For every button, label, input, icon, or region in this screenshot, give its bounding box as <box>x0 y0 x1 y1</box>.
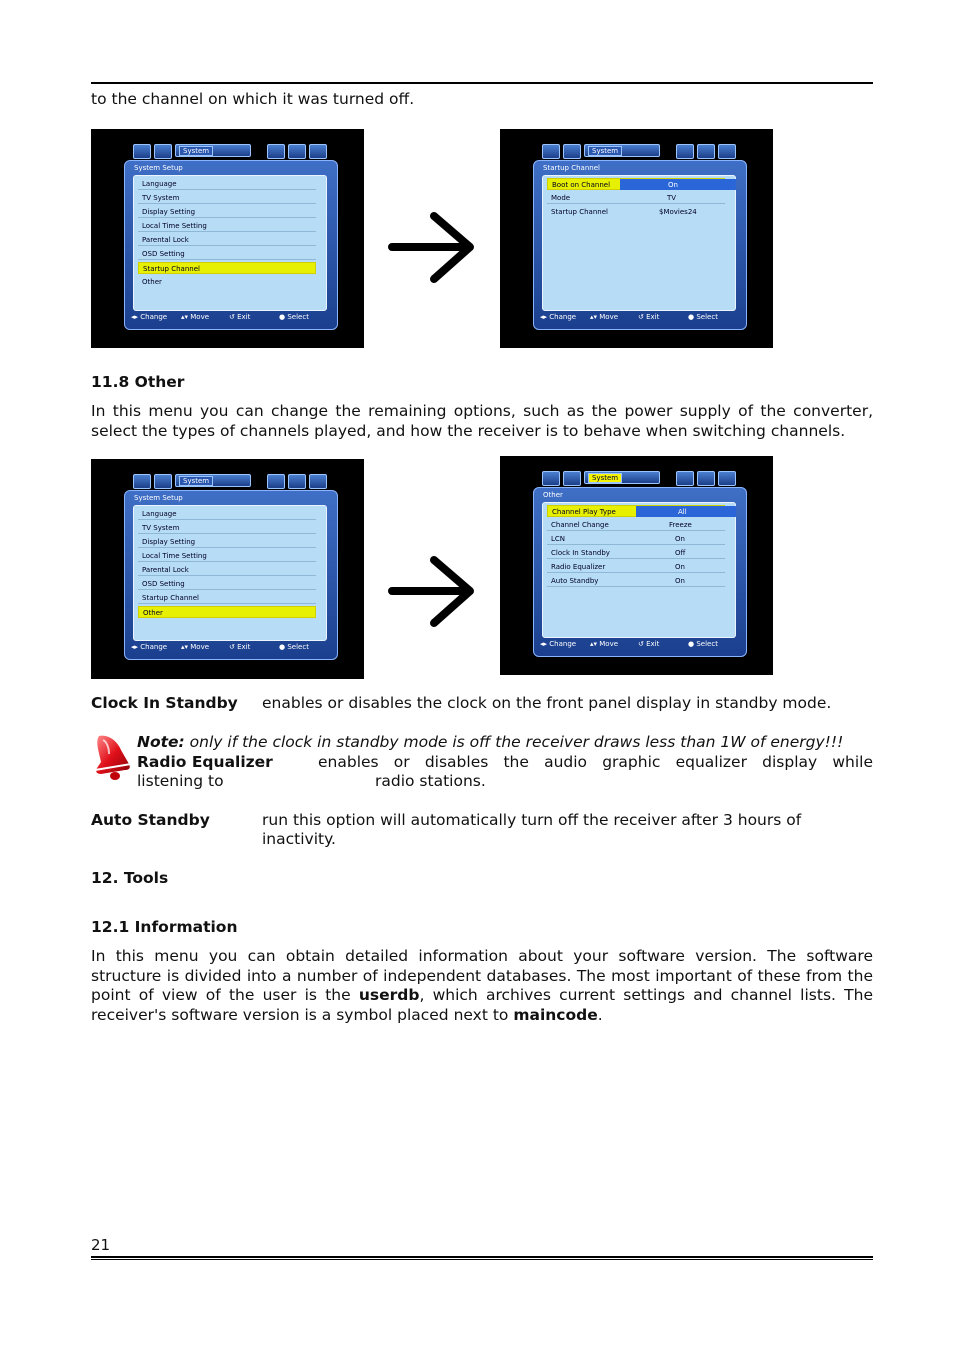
setting-label: Channel Change <box>551 521 609 529</box>
panel-title: Other <box>543 491 563 499</box>
menu-item: Local Time Setting <box>138 550 316 562</box>
footer-rule <box>91 1256 873 1258</box>
setting-row-selected <box>547 178 725 190</box>
heart-icon <box>267 474 285 489</box>
note <box>137 733 843 753</box>
arrow-right-icon <box>388 210 478 285</box>
footer-change: Change <box>140 313 168 321</box>
note-text: only if the clock in standby mode is off the receiver draws less than 1W of energy!!! <box>184 733 844 751</box>
setting-value: On <box>675 535 685 543</box>
tv-icon <box>133 474 151 489</box>
desc-radio-equalizer-2a: listening to <box>137 772 224 790</box>
footer-select: Select <box>287 643 309 651</box>
tools-icon <box>288 474 306 489</box>
term-auto-standby: Auto Standby <box>91 811 210 829</box>
setting-label: LCN <box>551 535 566 543</box>
setting-label: Auto Standby <box>551 577 599 585</box>
menu-item: Local Time Setting <box>138 220 316 232</box>
menu-item: TV System <box>138 192 316 204</box>
game-icon <box>718 471 736 486</box>
heart-icon <box>267 144 285 159</box>
term-radio-equalizer: Radio Equalizer <box>137 753 273 771</box>
setting-value: All <box>678 508 687 516</box>
game-icon <box>309 474 327 489</box>
menu-item: OSD Setting <box>138 248 316 260</box>
setting-value: On <box>675 577 685 585</box>
footer-move: Move <box>190 643 210 651</box>
footer-change: Change <box>549 640 577 648</box>
panel-title: System Setup <box>134 494 183 502</box>
footer-select: Select <box>287 313 309 321</box>
setting-value: $Movies24 <box>659 208 697 216</box>
footer-exit: Exit <box>237 643 251 651</box>
body-part: , which archives current settings and channel lists. The receiver's software version is a symbol placed next to <box>91 986 873 1024</box>
setting-row <box>547 519 725 531</box>
body-part: In this menu you can obtain detailed information about your software version. The software structure is divided into a number of independent databases. The most important of these from the point of view of the user is the <box>91 947 873 1004</box>
term-maincode: maincode <box>513 1005 598 1024</box>
section-12-1-body <box>91 947 873 1025</box>
setting-value: Freeze <box>669 521 692 529</box>
footer-select: Select <box>696 313 718 321</box>
tv-icon <box>133 144 151 159</box>
setting-value: TV <box>667 194 677 202</box>
footer-change: Change <box>549 313 577 321</box>
setting-label: Clock In Standby <box>551 549 610 557</box>
menu-item: Language <box>138 178 316 190</box>
footer-change: Change <box>140 643 168 651</box>
footer-exit: Exit <box>646 640 660 648</box>
setting-row <box>547 561 725 573</box>
setting-label: Startup Channel <box>551 208 608 216</box>
menu-item: Parental Lock <box>138 564 316 576</box>
setting-value: On <box>675 563 685 571</box>
tv-icon <box>542 144 560 159</box>
menu-item-selected: Startup Channel <box>138 262 316 274</box>
term-userdb: userdb <box>358 986 420 1004</box>
header-rule <box>91 82 873 84</box>
panel-title: System Setup <box>134 164 183 172</box>
desc-radio-equalizer-2b: radio stations. <box>375 772 486 790</box>
setting-value: Off <box>675 549 686 557</box>
channel-icon <box>563 144 581 159</box>
tools-icon <box>288 144 306 159</box>
tab-system: System <box>588 146 622 156</box>
setting-row <box>547 575 725 587</box>
menu-item-selected: Other <box>138 606 316 618</box>
menu-item: Other <box>142 278 162 286</box>
footer-select: Select <box>696 640 718 648</box>
menu-item: Display Setting <box>138 206 316 218</box>
tv-icon <box>542 471 560 486</box>
channel-icon <box>563 471 581 486</box>
setting-label: Channel Play Type <box>552 508 616 516</box>
note-label: Note: <box>137 733 185 751</box>
channel-icon <box>154 144 172 159</box>
menu-item: Language <box>138 508 316 520</box>
menu-item: TV System <box>138 522 316 534</box>
tools-icon <box>697 144 715 159</box>
footer-move: Move <box>599 313 619 321</box>
screenshot-other-settings: System Other Channel Play Type All Channel Change Freeze LCN On Clock In Standby Off Radio Equalizer On Auto Standby On ◂▸ Change ▴▾ Move ↺ Exit ● Select <box>500 456 773 675</box>
menu-item: Startup Channel <box>138 592 316 604</box>
footer-rule-thin <box>91 1259 873 1260</box>
menu-item: Display Setting <box>138 536 316 548</box>
setting-label: Mode <box>551 194 571 202</box>
setting-row-selected <box>547 505 725 517</box>
footer-exit: Exit <box>646 313 660 321</box>
game-icon <box>718 144 736 159</box>
setting-label: Radio Equalizer <box>551 563 606 571</box>
setting-row <box>547 533 725 545</box>
menu-item: OSD Setting <box>138 578 316 590</box>
bell-icon <box>91 732 135 782</box>
channel-icon <box>154 474 172 489</box>
tab-system: System <box>588 473 622 483</box>
setting-row <box>547 206 725 218</box>
setting-value: On <box>668 181 678 189</box>
footer-exit: Exit <box>237 313 251 321</box>
setting-label: Boot on Channel <box>552 181 611 189</box>
game-icon <box>309 144 327 159</box>
menu-item: Parental Lock <box>138 234 316 246</box>
heart-icon <box>676 144 694 159</box>
intro-line: to the channel on which it was turned off. <box>91 90 415 108</box>
setting-row <box>547 192 725 204</box>
section-heading-12-1: 12.1 Information <box>91 918 238 936</box>
section-heading-11-8: 11.8 Other <box>91 373 185 391</box>
screenshot-system-setup-2: System System Setup Language TV System Display Setting Local Time Setting Parental Lock OSD Setting Startup Channel Other ◂▸ Change ▴▾ Move ↺ Exit ● Select <box>91 459 364 679</box>
tools-icon <box>697 471 715 486</box>
screenshot-system-setup-1: System System Setup Language TV System Display Setting Local Time Setting Parental Lock OSD Setting Startup Channel Other ◂▸ Change ▴▾ Move ↺ Exit ● Select <box>91 129 364 348</box>
desc-auto-standby-1: run this option will automatically turn off the receiver after 3 hours of <box>262 811 802 829</box>
section-heading-12: 12. Tools <box>91 869 169 887</box>
page-number: 21 <box>91 1236 111 1254</box>
arrow-right-icon <box>388 554 478 629</box>
footer-move: Move <box>599 640 619 648</box>
desc-radio-equalizer-1: enables or disables the audio graphic equalizer display while <box>318 753 873 771</box>
screenshot-startup-channel: System Startup Channel Boot on Channel On Mode TV Startup Channel $Movies24 ◂▸ Change ▴▾ Move ↺ Exit ● Select <box>500 129 773 348</box>
panel-title: Startup Channel <box>543 164 600 172</box>
section-11-8-body: In this menu you can change the remaining options, such as the power supply of the converter, select the types of channels played, and how the receiver is to behave when switching channels. <box>91 402 873 440</box>
term-clock-in-standby: Clock In Standby <box>91 694 238 712</box>
tab-system: System <box>179 146 213 156</box>
tab-system: System <box>179 476 213 486</box>
body-part: . <box>597 1005 603 1024</box>
footer-move: Move <box>190 313 210 321</box>
desc-clock-in-standby: enables or disables the clock on the front panel display in standby mode. <box>262 694 832 712</box>
desc-auto-standby-2: inactivity. <box>262 830 336 848</box>
setting-row <box>547 547 725 559</box>
heart-icon <box>676 471 694 486</box>
